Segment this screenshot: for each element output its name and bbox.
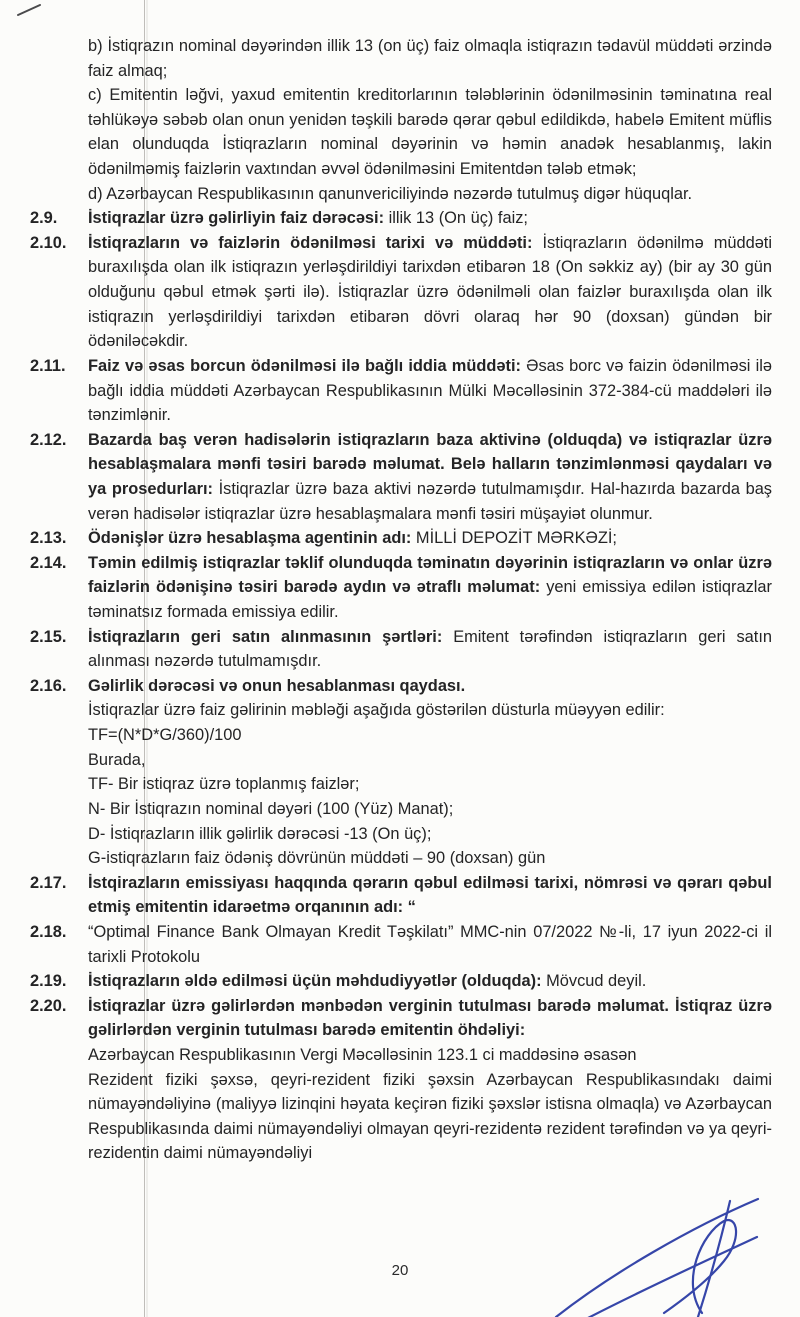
- item-paragraph: [88, 625, 772, 674]
- item-paragraph: [88, 994, 772, 1043]
- item-paragraph: [88, 846, 772, 871]
- item-body: [88, 83, 772, 181]
- item-paragraph: [88, 920, 772, 969]
- bold-text-run: İstiqrazların və faizlərin ödənilməsi tarixi və müddəti:: [88, 233, 533, 252]
- bold-text-run: İstiqrazların əldə edilməsi üçün məhdudiyyətlər (olduqda):: [88, 972, 542, 991]
- item-number: 2.20.: [30, 996, 67, 1015]
- bold-text-run: İstqirazların emissiyası haqqında qərarın qəbul edilməsi tarixi, nömrəsi və qərarı qəbul etmiş emitentin idarəetmə orqanının adı: “: [88, 873, 772, 917]
- text-run: Emitent tərəfindən istiqrazların geri satın alınması nəzərdə tutulmamışdır.: [88, 627, 772, 671]
- item-body: [88, 34, 772, 83]
- text-run: Mövcud deyil.: [541, 972, 647, 991]
- list-item: [30, 354, 772, 428]
- text-run: Əsas borc və faizin ödənilməsi ilə bağlı iddia müddəti Azərbaycan Respublikasının Mülki Məcəlləsinin 372-384-cü maddələri ilə tənzimlənir.: [88, 356, 773, 425]
- list-item: [30, 994, 772, 1166]
- item-body: [88, 920, 772, 969]
- item-paragraph: [88, 871, 772, 920]
- item-number: 2.10.: [30, 233, 67, 252]
- item-body: [88, 231, 772, 354]
- text-run: Rezident fiziki şəxsə, qeyri-rezident fiziki şəxsin Azərbaycan Respublikasındakı daimi nümayəndəliyinə (maliyyə lizinqini həyata keçirən fiziki şəxslər istisna olmaqla) və Azərbaycan Respublikasında daimi nümayəndəliyi olmayan qeyri-rezidentə rezident tərəfindən və ya qeyri-rezidentin daimi nümayəndəliyi: [88, 1070, 772, 1163]
- item-number: [30, 34, 88, 83]
- item-body: [88, 969, 772, 994]
- item-paragraph: [88, 1043, 772, 1068]
- text-run: TF=(N*D*G/360)/100: [88, 726, 242, 745]
- text-run: Burada,: [88, 750, 146, 769]
- list-item: [30, 674, 772, 871]
- item-body: [88, 526, 772, 551]
- signature: [552, 1195, 762, 1317]
- list-item: [30, 182, 772, 207]
- list-item: [30, 428, 772, 526]
- text-run: G-istiqrazların faiz ödəniş dövrünün müddəti – 90 (doxsan) gün: [88, 849, 546, 868]
- item-paragraph: [88, 748, 772, 773]
- item-number: 2.9.: [30, 209, 58, 228]
- item-number: [30, 83, 88, 181]
- bold-text-run: Gəlirlik dərəcəsi və onun hesablanması qaydası.: [88, 676, 466, 695]
- item-paragraph: [88, 969, 772, 994]
- text-run: MİLLİ DEPOZİT MƏRKƏZİ;: [411, 529, 617, 548]
- item-number: 2.15.: [30, 627, 67, 646]
- item-number: 2.14.: [30, 553, 67, 572]
- page-number: 20: [391, 1262, 409, 1279]
- scan-mark: [16, 2, 44, 18]
- list-item: [30, 83, 772, 181]
- item-paragraph: [88, 1068, 772, 1166]
- item-number: 2.13.: [30, 529, 67, 548]
- list-item: [30, 920, 772, 969]
- item-paragraph: [88, 797, 772, 822]
- text-run: b) İstiqrazın nominal dəyərindən illik 13 (on üç) faiz olmaqla istiqrazın tədavül müddəti ərzində faiz almaq;: [88, 37, 772, 80]
- text-run: “Optimal Finance Bank Olmayan Kredit Təşkilatı” MMC-nin 07/2022 №-li, 17 iyun 2022-ci il tarixli Protokolu: [88, 922, 772, 966]
- list-item: [30, 625, 772, 674]
- text-run: N- Bir İstiqrazın nominal dəyəri (100 (Yüz) Manat);: [88, 799, 454, 818]
- bold-text-run: Ödənişlər üzrə hesablaşma agentinin adı:: [88, 529, 412, 548]
- item-body: [88, 551, 772, 625]
- item-paragraph: [88, 551, 772, 625]
- item-number: [30, 182, 88, 207]
- item-paragraph: [88, 206, 772, 231]
- item-number: 2.17.: [30, 873, 67, 892]
- bold-text-run: İstiqrazlar üzrə gəlirliyin faiz dərəcəsi:: [88, 209, 385, 228]
- document-items: [30, 34, 772, 1166]
- text-run: yeni emissiya edilən istiqrazlar təminatsız formada emissiya edilir.: [88, 578, 772, 622]
- bold-text-run: Təmin edilmiş istiqrazlar təklif olunduqda təminatın dəyərinin istiqrazların və onlar üzrə faizlərin ödənişinə təsiri barədə aydın və ətraflı məlumat:: [88, 553, 772, 597]
- bold-text-run: Faiz və əsas borcun ödənilməsi ilə bağlı iddia müddəti:: [88, 356, 521, 375]
- list-item: [30, 34, 772, 83]
- list-item: [30, 871, 772, 920]
- list-item: [30, 526, 772, 551]
- text-run: TF- Bir istiqraz üzrə toplanmış faizlər;: [88, 775, 360, 794]
- item-paragraph: [88, 822, 772, 847]
- list-item: [30, 551, 772, 625]
- text-run: D- İstiqrazların illik gəlirlik dərəcəsi -13 (On üç);: [88, 824, 432, 843]
- item-body: [88, 994, 772, 1166]
- text-run: c) Emitentin ləğvi, yaxud emitentin kreditorlarının tələblərinin ödənilməsinin təminatına real təhlükəyə səbəb olan onun yenidən təşkili barədə qərar qəbul edildikdə, habelə Emitent müflis elan olunduqda İstiqrazların nominal dəyərinin və həmin anadək hesablanmış, lakin ödənilməmiş faizlərin vaxtından əvvəl ödənilməsini Emitentdən tələb etmək;: [88, 86, 772, 179]
- text-run: İstiqrazlar üzrə faiz gəlirinin məbləği aşağıda göstərilən düsturla müəyyən edilir:: [88, 701, 665, 720]
- text-run: Azərbaycan Respublikasının Vergi Məcəlləsinin 123.1 ci maddəsinə əsasən: [88, 1045, 637, 1064]
- item-paragraph: [88, 34, 772, 83]
- item-number: 2.19.: [30, 972, 67, 991]
- item-paragraph: [88, 83, 772, 181]
- item-body: [88, 674, 772, 871]
- text-run: illik 13 (On üç) faiz;: [384, 209, 528, 228]
- item-body: [88, 182, 772, 207]
- item-number: 2.11.: [30, 356, 66, 375]
- item-paragraph: [88, 723, 772, 748]
- list-item: [30, 969, 772, 994]
- item-body: [88, 428, 772, 526]
- item-number: 2.12.: [30, 430, 67, 449]
- bold-text-run: İstiqrazlar üzrə gəlirlərdən mənbədən verginin tutulması barədə məlumat. İstiqraz üzrə gəlirlərdən verginin tutulması barədə emitentin öhdəliyi:: [88, 996, 772, 1040]
- item-body: [88, 354, 772, 428]
- item-paragraph: [88, 526, 772, 551]
- item-paragraph: [88, 698, 772, 723]
- item-body: [88, 625, 772, 674]
- item-paragraph: [88, 428, 772, 526]
- text-run: İstiqrazlar üzrə baza aktivi nəzərdə tutulmamışdır. Hal-hazırda bazarda baş verən hadisələr istiqrazlar üzrə hesablaşmalara mənfi təsiri müşayiət olunmur.: [88, 479, 772, 523]
- text-run: d) Azərbaycan Respublikasının qanunvericiliyində nəzərdə tutulmuş digər hüquqlar.: [88, 184, 693, 203]
- item-number: 2.18.: [30, 922, 67, 941]
- item-paragraph: [88, 231, 772, 354]
- list-item: [30, 206, 772, 231]
- item-number: 2.16.: [30, 676, 67, 695]
- text-run: İstiqrazların ödənilmə müddəti buraxılışda olan ilk istiqrazın yerləşdirildiyi tarixdən etibarən 18 (On səkkiz ay) (bir ay 30 gün olduğunu qəbul etmək şərti ilə). İstiqrazlar üzrə ödənilməli olan faizlər buraxılışda olan ilk istiqrazın yerləşdirildiyi tarixdən etibarən dövri olaraq hər 90 (doxsan) gündən bir ödəniləcəkdir.: [88, 233, 772, 351]
- bold-text-run: İstiqrazların geri satın alınmasının şərtləri:: [88, 627, 443, 646]
- item-paragraph: [88, 674, 772, 699]
- item-paragraph: [88, 772, 772, 797]
- item-body: [88, 206, 772, 231]
- item-body: [88, 871, 772, 920]
- list-item: [30, 231, 772, 354]
- item-paragraph: [88, 182, 772, 207]
- item-paragraph: [88, 354, 772, 428]
- bold-text-run: Bazarda baş verən hadisələrin istiqrazların baza aktivinə (olduqda) və istiqrazlar üzrə hesablaşmalara mənfi təsiri barədə məlumat. Belə halların tənzimlənməsi qaydaları və ya prosedurları:: [88, 430, 772, 498]
